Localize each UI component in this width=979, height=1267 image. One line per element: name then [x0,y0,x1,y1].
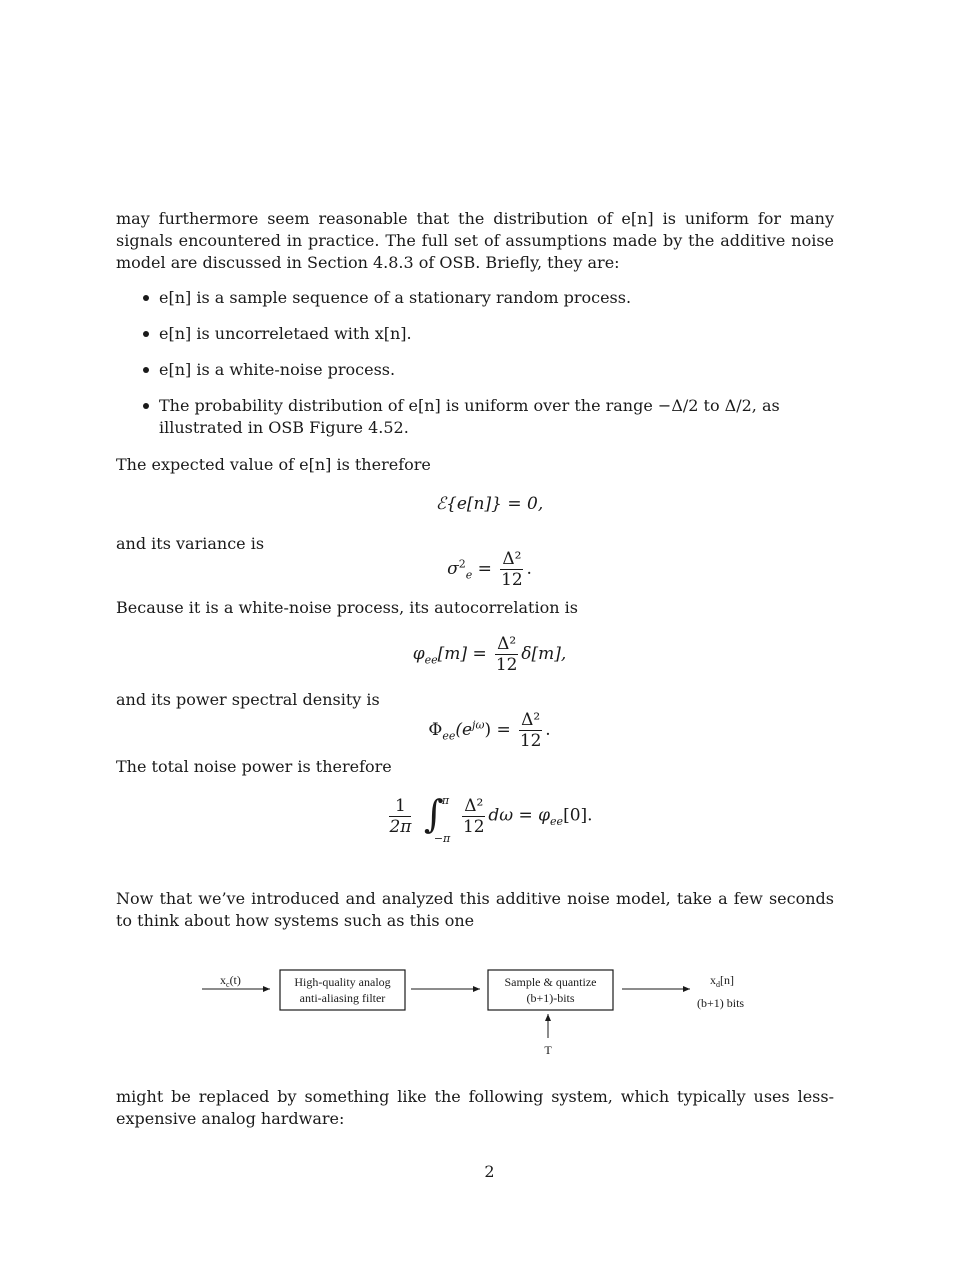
equation-autocorrelation: $\varphi_{ee}[m]$ = $\frac{\text{Δ²}}{12}$ δ[m], [412,634,567,675]
bullet-icon [143,367,149,373]
bullet-icon [143,331,149,337]
paragraph-total-power: The total noise power is therefore [116,757,392,776]
input-signal-label: $x_c(t)$ [220,973,241,989]
fraction: $\frac{1}{2\pi}$ [389,795,412,837]
list-item: e[n] is a white-noise process. [116,359,834,381]
fraction: $\frac{\text{Δ²}}{12}$ [519,710,542,751]
filter-label-line1: High-quality analog [294,975,391,989]
integral-sign: ∫ π −π [423,792,451,845]
paragraph-autocorrelation: Because it is a white-noise process, its autocorrelation is [116,598,578,617]
equation-total-power: $\frac{1}{2\pi}$ ∫ π −π $\frac{\text{Δ²}}{12}$ $d\omega = \varphi_{ee}[0]$. [389,792,593,845]
output-bits-label: (b+1) bits [697,996,745,1010]
paragraph-intro: may furthermore seem reasonable that the distribution of e[n] is uniform for many signals encountered in practice. The full set of assumptions made by the additive noise model are discussed in Section 4.8.3 of OSB. Briefly, they are: [116,209,834,272]
filter-label-line2: anti-aliasing filter [299,991,386,1005]
assumption-list [116,287,834,453]
equation-psd: $\Phi_{ee}(e^{j\omega})$ = $\frac{\text{Δ²}}{12}$ . [428,710,551,751]
paragraph-psd: and its power spectral density is [116,690,380,709]
list-item: e[n] is uncorreletaed with x[n]. [116,323,834,345]
fraction: $\frac{\text{Δ²}}{12}$ [462,795,485,837]
list-item: e[n] is a sample sequence of a stationary random process. [116,287,834,309]
page-number: 2 [484,1162,495,1181]
paragraph-replacement: might be replaced by something like the following system, which typically uses less-expensive analog hardware: [116,1087,834,1128]
sampler-label-line2: (b+1)-bits [526,991,575,1005]
paragraph-variance: and its variance is [116,534,265,553]
paragraph-transition: Now that we’ve introduced and analyzed this additive noise model, take a few seconds to think about how systems such as this one [116,889,834,930]
equation-variance: $\sigma^2_e$ = $\frac{\text{Δ²}}{12}$ . [447,549,532,590]
fraction: $\frac{\text{Δ²}}{12}$ [495,634,518,675]
fraction: $\frac{\text{Δ²}}{12}$ [501,549,523,590]
list-item: The probability distribution of e[n] is uniform over the range −Δ/2 to Δ/2, as illustrated in OSB Figure 4.52. [116,395,834,439]
bullet-icon [143,295,149,301]
paragraph-expected: The expected value of e[n] is therefore [116,455,431,474]
block-diagram [0,950,979,1070]
output-signal-label: $x_d[n]$ [710,973,734,989]
equation-expected-value: ℰ{e[n]} = 0, [435,494,544,514]
sampler-label-line1: Sample & quantize [504,975,597,989]
bullet-icon [143,403,149,409]
clock-label: T [544,1043,552,1057]
